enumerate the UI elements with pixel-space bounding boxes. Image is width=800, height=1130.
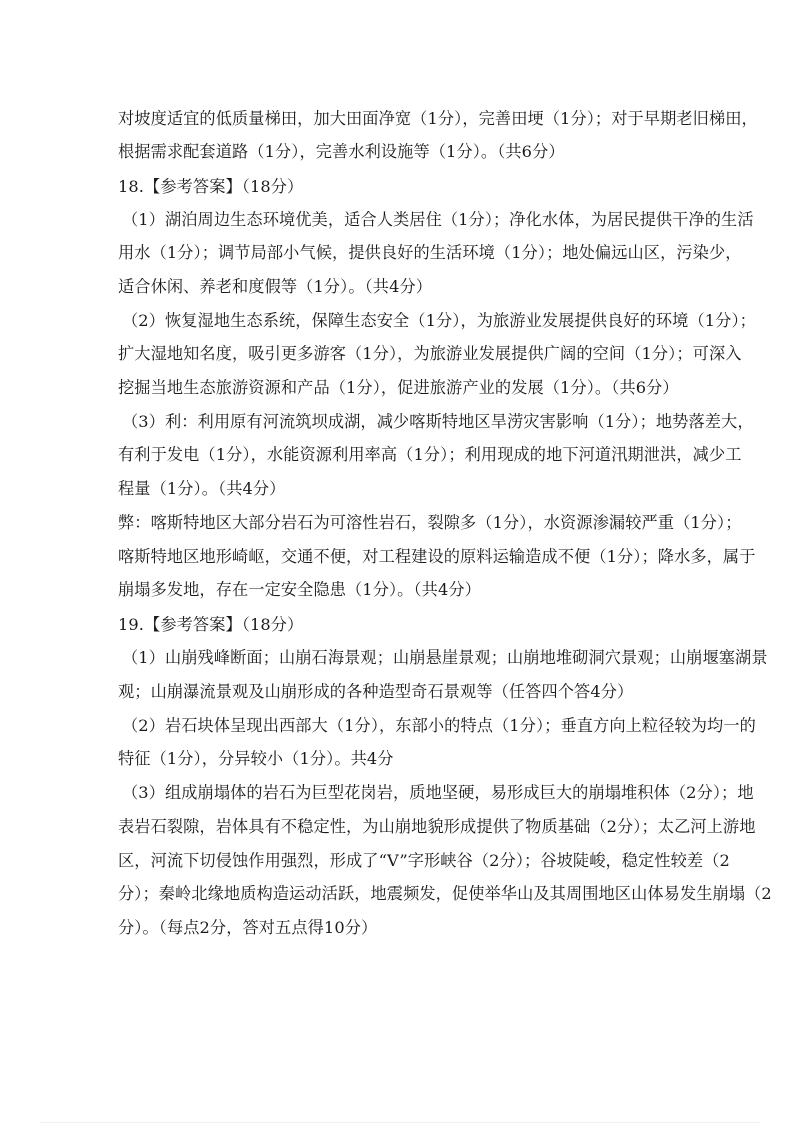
q19-part1-line-2: 观；山崩瀑流景观及山崩形成的各种造型奇石景观等（任答四个答4分） [118,682,634,701]
q19-part3-line-1: （3）组成崩塌体的岩石为巨型花岗岩，质地坚硬，易形成巨大的崩塌堆积体（2分）；地 [122,783,754,802]
q18-part3-benefit-line-3: 程量（1分）。（共4分） [118,479,286,498]
q18-part2-line-2: 扩大湿地知名度，吸引更多游客（1分），为旅游业发展提供广阔的空间（1分）；可深入 [118,344,742,363]
q18-part3-drawback-line-2: 喀斯特地区地形崎岖，交通不便，对工程建设的原料运输造成不便（1分）；降水多，属于 [118,547,756,566]
q19-part3-line-3: 区，河流下切侵蚀作用强烈，形成了“V”字形峡谷（2分）；谷坡陡峻，稳定性较差（2 [118,851,730,870]
q18-part1-line-3: 适合休闲、养老和度假等（1分）。（共4分） [118,277,433,296]
text-line-1: 对坡度适宜的低质量梯田，加大田面净宽（1分），完善田埂（1分）；对于早期老旧梯田， [118,109,758,128]
q19-part3-line-2: 表岩石裂隙，岩体具有不稳定性，为山崩地貌形成提供了物质基础（2分）；太乙河上游地 [118,817,756,836]
q18-part2-line-1: （2）恢复湿地生态系统，保障生态安全（1分），为旅游业发展提供良好的环境（1分）； [122,311,756,330]
question-19-heading: 19.【参考答案】（18分） [118,615,304,634]
q18-part1-line-2: 用水（1分）；调节局部小气候，提供良好的生活环境（1分）；地处偏远山区，污染少， [118,243,742,262]
q18-part3-benefit-line-2: 有利于发电（1分），水能资源利用率高（1分）；利用现成的地下河道汛期泄洪，减少工 [118,445,742,464]
question-18-heading: 18.【参考答案】（18分） [118,177,304,196]
q19-part2-line-1: （2）岩石块体呈现出西部大（1分），东部小的特点（1分）；垂直方向上粒径较为均一的 [122,716,756,735]
q18-part3-benefit-line-1: （3）利：利用原有河流筑坝成湖，减少喀斯特地区旱涝灾害影响（1分）；地势落差大， [122,412,754,431]
page-bottom-rule [40,1122,760,1123]
text-line-2: 根据需求配套道路（1分），完善水利设施等（1分）。（共6分） [118,142,565,161]
q19-part2-line-2: 特征（1分），分异较小（1分）。共4分 [118,749,394,768]
q18-part1-line-1: （1）湖泊周边生态环境优美，适合人类居住（1分）；净化水体，为居民提供干净的生活 [122,210,754,229]
q18-part3-drawback-line-1: 弊：喀斯特地区大部分岩石为可溶性岩石，裂隙多（1分），水资源渗漏较严重（1分）； [118,513,742,532]
q19-part1-line-1: （1）山崩残峰断面；山崩石海景观；山崩悬崖景观；山崩地堆砌洞穴景观；山崩堰塞湖景 [122,648,768,667]
q18-part3-drawback-line-3: 崩塌多发地，存在一定安全隐患（1分）。（共4分） [118,580,481,599]
q18-part2-line-3: 挖掘当地生态旅游资源和产品（1分），促进旅游产业的发展（1分）。（共6分） [118,378,679,397]
q19-part3-line-4: 分）；秦岭北缘地质构造运动活跃，地震频发，促使举华山及其周围地区山体易发生崩塌（2 [118,884,772,903]
q19-part3-line-5: 分）。（每点2分，答对五点得10分） [118,918,378,937]
